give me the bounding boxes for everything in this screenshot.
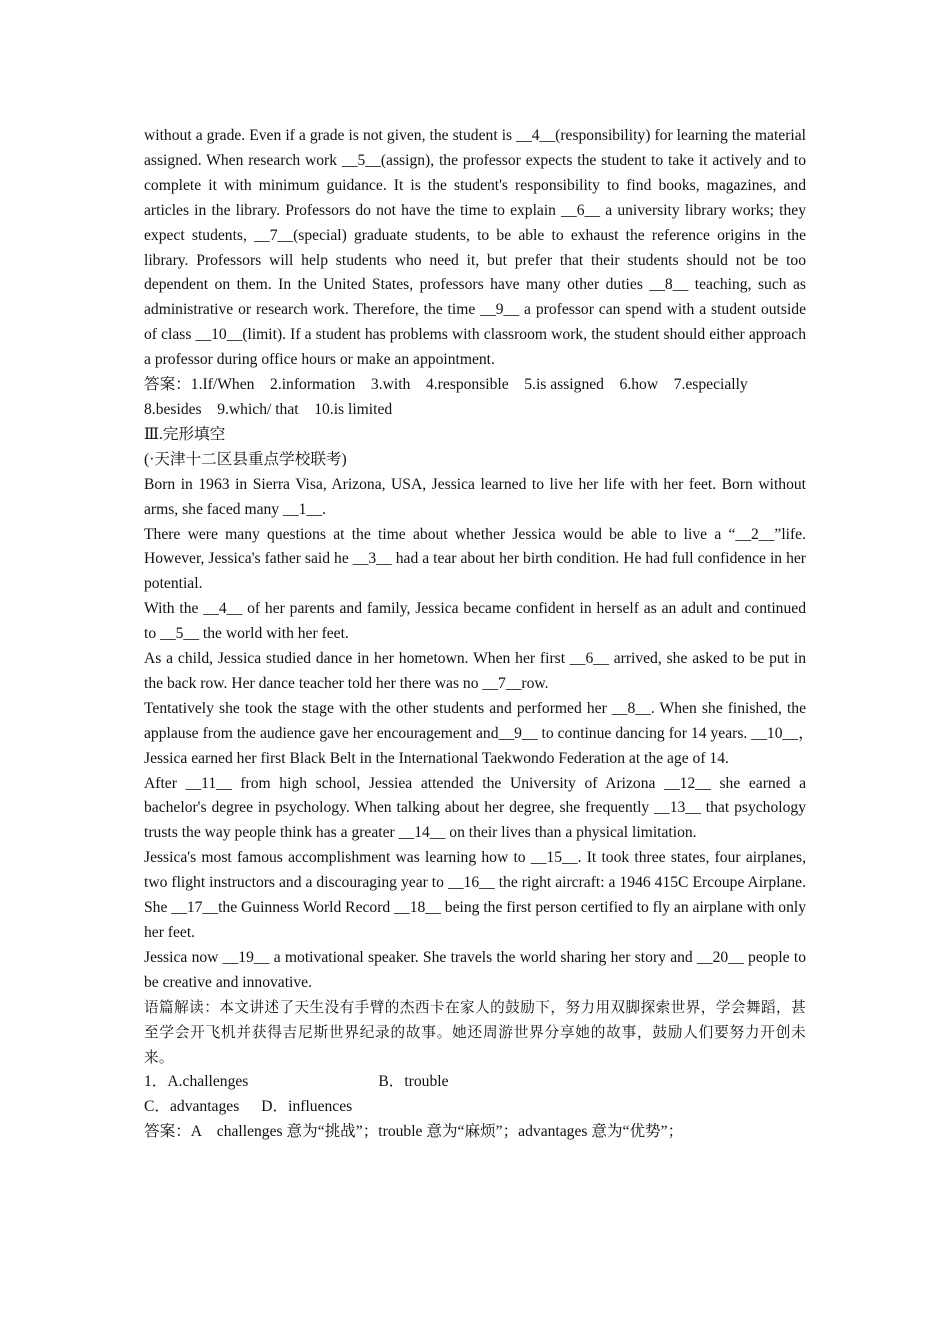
cloze-paragraph: Jessica now __19__ a motivational speaker. She travels the world sharing her story and __20__ people to be creative and innovative. bbox=[144, 948, 806, 991]
option-d: D．influences bbox=[261, 1098, 353, 1116]
section-source: (·天津十二区县重点学校联考) bbox=[144, 450, 347, 468]
cloze-paragraph: As a child, Jessica studied dance in her hometown. When her first __6__ arrived, she asked to be put in the back row. Her dance teacher told her there was no __7__row. bbox=[144, 650, 806, 692]
cloze-paragraph: After __11__ from high school, Jessiea attended the University of Arizona __12__ she earned a bachelor's degree in psychology. When talking about her degree, she frequently __13__ that psychology trusts the way people think has a greater __14__ on their lives than a physical limitation. bbox=[144, 774, 806, 842]
document-page bbox=[144, 124, 822, 1145]
section-heading: Ⅲ.完形填空 bbox=[144, 425, 226, 443]
reading-analysis: 语篇解读：本文讲述了天生没有手臂的杰西卡在家人的鼓励下，努力用双脚探索世界，学会舞蹈，甚至学会开飞机并获得吉尼斯世界纪录的故事。她还周游世界分享她的故事，鼓励人们要努力开创未来。 bbox=[144, 998, 806, 1066]
question-1-options-row-1 bbox=[144, 1070, 806, 1095]
passage-1: without a grade. Even if a grade is not given, the student is __4__(responsibility) for learning the material assigned. When research work __5__(assign), the professor expects the student to take it actively and to complete it with minimum guidance. It is the student's responsibility to find books, magazines, and articles in the library. Professors do not have the time to explain __6__ a university library works; they expect students, __7__(special) graduate students, to be able to exhaust the reference origins in the library. Professors will help students who need it, but prefer that their students should not be too dependent on them. In the United States, professors have many other duties __8__ teaching, such as administrative or research work. Therefore, the time __9__ a professor can spend with a student outside of class __10__(limit). If a student has problems with classroom work, the student should either approach a professor during office hours or make an appointment. bbox=[144, 127, 806, 369]
question-1-options-row-2 bbox=[144, 1095, 806, 1120]
answer-key-1-line-1: 答案：1.If/When 2.information 3.with 4.responsible 5.is assigned 6.how 7.especially bbox=[144, 376, 748, 394]
cloze-paragraph: Tentatively she took the stage with the other students and performed her __8__. When she finished, the applause from the audience gave her encouragement and__9__ to continue dancing for 14 years. __10__， Jessica earned her first Black Belt in the International Taekwondo Federation at the age of 14. bbox=[144, 699, 822, 767]
option-a: 1．A.challenges bbox=[144, 1073, 249, 1091]
option-c: C．advantages bbox=[144, 1098, 240, 1116]
cloze-paragraph: With the __4__ of her parents and family, Jessica became confident in herself as an adult and continued to __5__ the world with her feet. bbox=[144, 600, 806, 643]
option-b: B．trouble bbox=[378, 1073, 449, 1091]
answer-key-1 bbox=[144, 373, 806, 423]
answer-key-1-line-2: 8.besides 9.which/ that 10.is limited bbox=[144, 400, 393, 418]
answer-question-1: 答案：A challenges 意为“挑战”；trouble 意为“麻烦”；advantages 意为“优势”； bbox=[144, 1123, 684, 1141]
cloze-paragraph: Born in 1963 in Sierra Visa, Arizona, USA, Jessica learned to live her life with her feet. Born without arms, she faced many __1__. bbox=[144, 475, 806, 518]
cloze-paragraph: There were many questions at the time about whether Jessica would be able to live a “__2__”life. However, Jessica's father said he __3__ had a tear about her birth condition. He had full confidence in her potential. bbox=[144, 525, 806, 593]
cloze-paragraph: Jessica's most famous accomplishment was learning how to __15__. It took three states, four airplanes, two flight instructors and a discouraging year to __16__ the right aircraft: a 1946 415C Ercoupe Airplane. She __17__the Guinness World Record __18__ being the first person certified to fly an airplane with only her feet. bbox=[144, 849, 806, 941]
